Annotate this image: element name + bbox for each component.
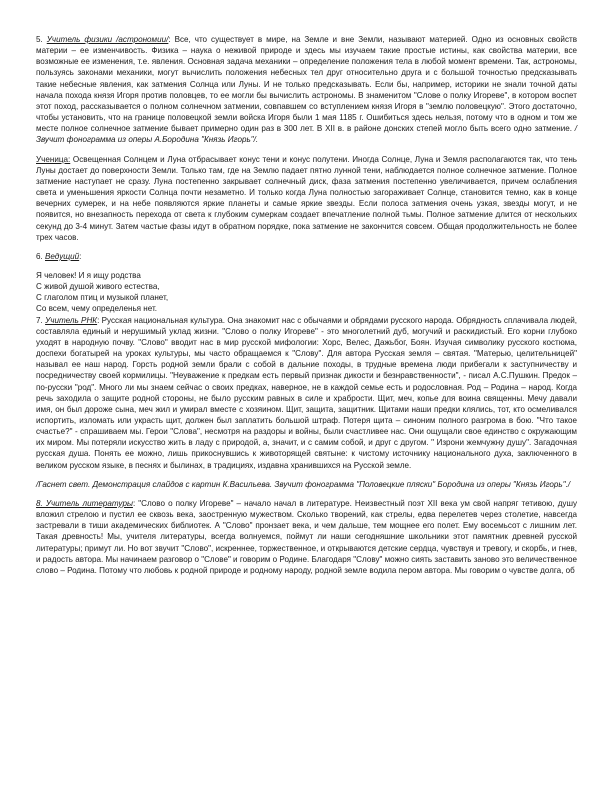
- speaker-label: Учитель РНК: [45, 315, 98, 325]
- paragraph-literature-teacher: [36, 498, 577, 576]
- item-number: 6.: [36, 251, 45, 261]
- speaker-label: 8. Учитель литературы: [36, 498, 133, 508]
- stage-note: /Звучит фонограмма из оперы А.Бородина "Князь Игорь"/.: [36, 124, 577, 145]
- paragraph-rnk-teacher: [36, 315, 577, 471]
- stage-note-slides: /Гаснет свет. Демонстрация слайдов с картин К.Васильева. Звучит фонограмма "Половецкие пляски" Бородина из оперы "Князь Игорь"./: [36, 479, 571, 489]
- paragraph-text: : Русская национальная культура. Она знакомит нас с обычаями и обрядами русского народа. Обрядность сплачивала людей, составляла единый и нерушимый уклад жизни. "Слово о полку Игореве" - это многолетний дуб, могучий и раскидистый. Его корни глубоко уходят в народную почву. "Слово" вводит нас в мир русской мифологии: Хорс, Велес, Дажьбог, Боян. Изучая символику русского костюма, доспехи богатырей на уроках культуры, мы часто обращаемся к "Слову". Для автора Русская земля – святая. "Матерью, целительницей" называл ее наш народ. Горсть родной земли брали с собой в дальние походы, в трудные времена люди прибегали к заступничеству и посредничеству своей кормилицы. "Неуважение к предкам есть первый признак дикости и безнравственности", - писал А.С.Пушкин. Предок – по-русски "род". Много ли мы знаем сейчас о своих предках, наверное, не в каждой семье есть и родословная. Род – Родина – народ. Когда речь заходила о защите родной стороны, не было русским равных в силе и храбрости. Щит, меч, копье для воина священны. Мечу давали имя, он был дороже сына, меч жил и умирал вместе с хозяином. Щит, защита, защитник. Щитами наши предки клялись, тот, кто осмеливался испортить, изломать или украсть щит, должен был заплатить большой штраф. Потеря щита – синоним полного разгрома в бою. "Что такое счастье?" - спрашиваем мы. Герои "Слова", несмотря на раздоры и войны, были счастливее нас. Они ощущали свое единство с окружающим их миром. Мы потеряли искусство жить в ладу с природой, а, значит, и с самим собой, и друг с другом. " Изрони жемчужну душу". Загадочная русская душа. Понять ее можно, лишь прикоснувшись к животорящей святыне: к чистому источнику национального духа, заключенного в великом русском языке, в песнях и былинах, в традициях, издавна хранившихся на Русской земле.: [36, 315, 578, 470]
- paragraph-physics-teacher: [36, 34, 577, 146]
- paragraph-text: : "Слово о полку Игореве" – начало начал в литературе. Неизвестный поэт XII века ум свой напряг тетивою, душу вложил стрелою и пустил ее сквозь века, заостренную мужеством. Сколько творений, как стрелы, едва перелетев через столетие, навсегда застревали в тиши академических библиотек. А "Слово" пронзает века, и чем дальше, тем мощнее его полет. Ему восемьсот с лишним лет. Такая древность! Мы, учителя литературы, всегда волнуемся, поймут ли наши сегодняшние школьники этот памятник древней русской литературы; примут ли. Но вот звучит "Слово", искреннее, торжественное, и открываются детские сердца, чувствуя и тревогу, и скорбь, и гнев, и радость автора. Мы начинаем разговор о "Слове" и говорим о Родине. Благодаря "Слову" можно сиять заставить заново это величественное слово – Родина. Потому что любовь к родной природе и родному народу, родной земле водила пером автора. Мы говорим о чувстве долга, об: [36, 498, 578, 575]
- speaker-label: Учитель физики /астрономии/: [46, 35, 169, 44]
- poem-line: С глаголом птиц и музыкой планет,: [36, 293, 169, 303]
- paragraph-student: [36, 154, 577, 243]
- speaker-label: Ученица:: [36, 154, 71, 164]
- poem-line: Со всем, чему определенья нет.: [36, 304, 158, 314]
- paragraph-host-heading: [36, 251, 577, 262]
- speaker-colon: :: [79, 251, 82, 261]
- item-number: 7.: [36, 315, 46, 325]
- paragraph-text: Освещенная Солнцем и Луна отбрасывает конус тени и конус полутени. Иногда Солнце, Луна и Земля располагаются так, что тень Луны достает до поверхности Земли. Только там, где на Землю падает пятно лунной тени, наблюдается полное солнечное затмение. Полное затмение наступает не сразу. Луна постепенно закрывает солнечный диск, фаза затмения постепенно увеличивается, причем ослабления света и уменьшения яркости Солнца почти незаметно. И только когда Луна полностью загораживает Солнце, становится темно, как в конце вечерних сумерек, и на небе появляются яркие планеты и самые яркие звезды. Если полоса затмения очень узкая, звезды могут, и не появится, но внезапность перехода от света к глубоким сумеркам создает впечатление полной тьмы. Полное затмение длится от нескольких секунд до 3-4 минут. Затем частые фазы идут в обратном порядке, пока затмение не закончится совсем. Общая продолжительность не более трех часов.: [36, 154, 577, 242]
- speaker-label: Ведущий: [45, 251, 80, 261]
- item-number: 5.: [36, 35, 47, 44]
- paragraph-text: : Все, что существует в мире, на Земле и вне Земли, называют материей. Одно из основных свойств материи – ее изменчивость. Физика – наука о неживой природе и здесь мы изучаем такие простые истины, как свойства материи, все возможные ее изменения, т.е. явления. Основная задача механики – определение положения тела в любой момент времени. Так, астрономы, пользуясь законами механики, могут вычислить положения небесных тел друг относительно друга и с большой точностью предсказывать такие небесные явления, как затмения Солнца или Луны. И не только предсказывать. Если бы, например, историки не знали точной даты начала похода князя Игоря против половцев, то ее могли бы вычислить астрономы. В знаменитом "Слове о полку Игореве", в котором воспет этот поход, рассказывается о полном солнечном затмении, совпавшем со вступлением князя Игоря в "землю половецкую". Этого достаточно, чтобы установить, что на границе половецкой земли войска Игоря были 1 мая 1185 г. Ошибиться здесь нельзя, потому что в одном и том же месте полное солнечное затмение бывает примерно один раз в 300 лет. В XII в. в районе донских степей могло быть всего одно затмение.: [36, 35, 578, 134]
- poem: [36, 270, 577, 315]
- poem-line: Я человек! И я ищу родства: [36, 270, 141, 280]
- poem-line: С живой душой живого естества,: [36, 282, 160, 292]
- document-page: [36, 34, 577, 576]
